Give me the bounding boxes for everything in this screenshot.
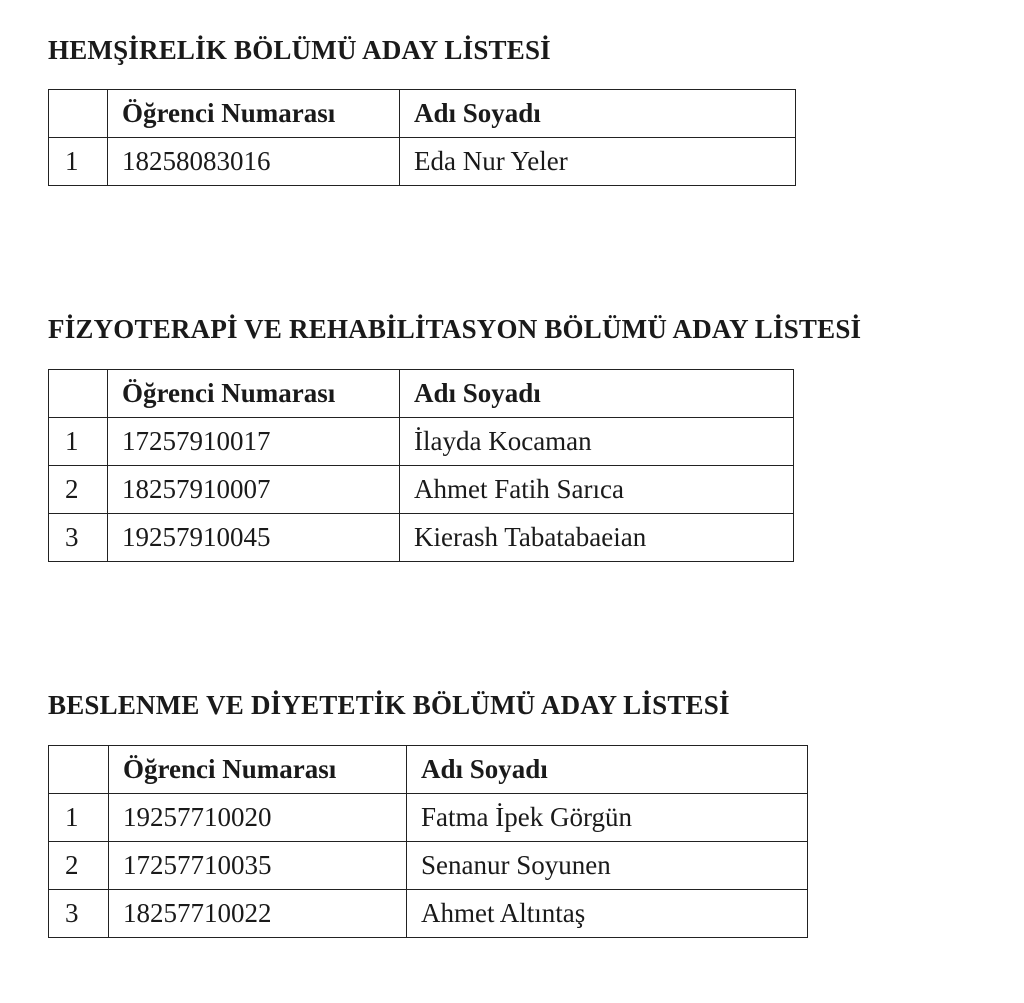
header-index [49,370,108,418]
row-index: 1 [49,418,108,466]
section-physiotherapy [48,313,862,552]
row-name: Eda Nur Yeler [400,138,796,186]
row-index: 2 [49,842,109,890]
table-row [49,138,796,186]
header-index [49,90,108,138]
table-row [49,794,808,842]
table-row [49,514,794,562]
table-header-row [49,370,794,418]
row-student-number: 18258083016 [108,138,400,186]
table-row [49,842,808,890]
header-name: Adı Soyadı [400,90,796,138]
section-title: HEMŞİRELİK BÖLÜMÜ ADAY LİSTESİ [48,35,551,65]
row-name: Fatma İpek Görgün [407,794,808,842]
candidate-table [48,745,808,938]
header-name: Adı Soyadı [400,370,794,418]
section-nursing [48,34,568,176]
row-name: İlayda Kocaman [400,418,794,466]
row-index: 1 [49,794,109,842]
row-index: 1 [49,138,108,186]
header-student-number: Öğrenci Numarası [109,746,407,794]
table-header-row [49,746,808,794]
candidate-table [48,89,796,186]
header-name: Adı Soyadı [407,746,808,794]
row-name: Ahmet Fatih Sarıca [400,466,794,514]
header-index [49,746,109,794]
row-student-number: 18257910007 [108,466,400,514]
header-student-number: Öğrenci Numarası [108,370,400,418]
row-name: Senanur Soyunen [407,842,808,890]
row-index: 2 [49,466,108,514]
candidate-table [48,369,794,562]
section-title: BESLENME VE DİYETETİK BÖLÜMÜ ADAY LİSTESİ [48,690,730,720]
row-student-number: 17257910017 [108,418,400,466]
section-nutrition [48,689,730,928]
row-student-number: 19257710020 [109,794,407,842]
row-student-number: 19257910045 [108,514,400,562]
header-student-number: Öğrenci Numarası [108,90,400,138]
section-title: FİZYOTERAPİ VE REHABİLİTASYON BÖLÜMÜ ADAY LİSTESİ [48,314,862,344]
row-name: Kierash Tabatabaeian [400,514,794,562]
table-row [49,466,794,514]
table-header-row [49,90,796,138]
table-row [49,418,794,466]
row-student-number: 18257710022 [109,890,407,938]
row-index: 3 [49,514,108,562]
table-row [49,890,808,938]
row-name: Ahmet Altıntaş [407,890,808,938]
row-index: 3 [49,890,109,938]
row-student-number: 17257710035 [109,842,407,890]
